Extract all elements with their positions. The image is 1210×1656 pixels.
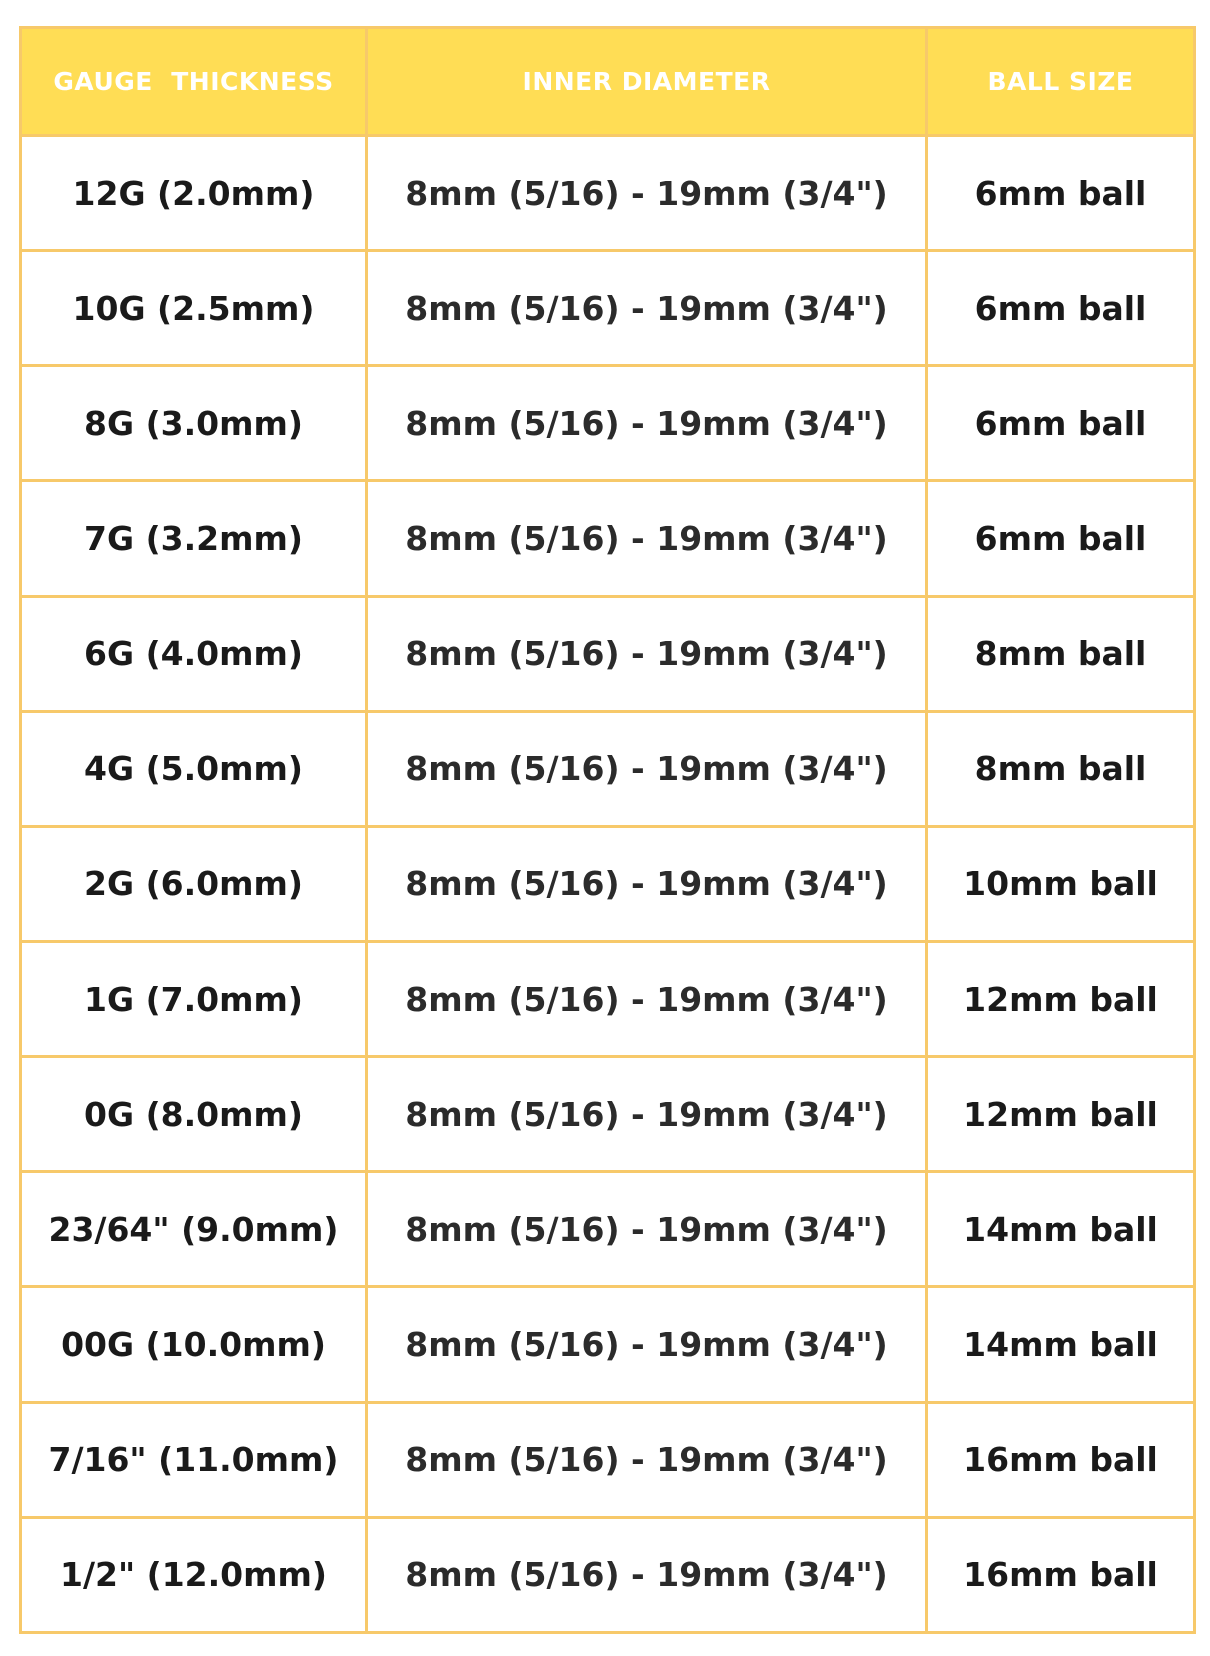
gauge-cell: 7G (3.2mm) xyxy=(21,481,367,596)
ball-size-cell: 16mm ball xyxy=(927,1517,1195,1632)
inner-diameter-cell: 8mm (5/16) - 19mm (3/4") xyxy=(367,251,927,366)
header-ball-size: BALL SIZE xyxy=(927,28,1195,136)
inner-diameter-cell: 8mm (5/16) - 19mm (3/4") xyxy=(367,136,927,251)
size-chart-table xyxy=(19,26,1196,1634)
inner-diameter-cell: 8mm (5/16) - 19mm (3/4") xyxy=(367,481,927,596)
gauge-cell: 8G (3.0mm) xyxy=(21,366,367,481)
ball-size-cell: 8mm ball xyxy=(927,596,1195,711)
inner-diameter-cell: 8mm (5/16) - 19mm (3/4") xyxy=(367,941,927,1056)
gauge-cell: 00G (10.0mm) xyxy=(21,1287,367,1402)
table-row xyxy=(21,1517,1195,1632)
ball-size-cell: 12mm ball xyxy=(927,1057,1195,1172)
inner-diameter-cell: 8mm (5/16) - 19mm (3/4") xyxy=(367,1172,927,1287)
table-row xyxy=(21,251,1195,366)
inner-diameter-cell: 8mm (5/16) - 19mm (3/4") xyxy=(367,1517,927,1632)
table-row xyxy=(21,136,1195,251)
gauge-cell: 10G (2.5mm) xyxy=(21,251,367,366)
inner-diameter-cell: 8mm (5/16) - 19mm (3/4") xyxy=(367,1287,927,1402)
ball-size-cell: 14mm ball xyxy=(927,1287,1195,1402)
ball-size-cell: 8mm ball xyxy=(927,711,1195,826)
inner-diameter-cell: 8mm (5/16) - 19mm (3/4") xyxy=(367,1057,927,1172)
table-row xyxy=(21,1172,1195,1287)
ball-size-cell: 6mm ball xyxy=(927,251,1195,366)
gauge-cell: 1G (7.0mm) xyxy=(21,941,367,1056)
table-row xyxy=(21,941,1195,1056)
table-row xyxy=(21,711,1195,826)
gauge-cell: 7/16" (11.0mm) xyxy=(21,1402,367,1517)
header-row xyxy=(21,28,1195,136)
inner-diameter-cell: 8mm (5/16) - 19mm (3/4") xyxy=(367,1402,927,1517)
inner-diameter-cell: 8mm (5/16) - 19mm (3/4") xyxy=(367,366,927,481)
table-row xyxy=(21,596,1195,711)
gauge-cell: 12G (2.0mm) xyxy=(21,136,367,251)
inner-diameter-cell: 8mm (5/16) - 19mm (3/4") xyxy=(367,711,927,826)
ball-size-cell: 6mm ball xyxy=(927,366,1195,481)
table-row xyxy=(21,1287,1195,1402)
header-inner-diameter: INNER DIAMETER xyxy=(367,28,927,136)
gauge-cell: 4G (5.0mm) xyxy=(21,711,367,826)
gauge-cell: 0G (8.0mm) xyxy=(21,1057,367,1172)
ball-size-cell: 6mm ball xyxy=(927,136,1195,251)
ball-size-cell: 16mm ball xyxy=(927,1402,1195,1517)
gauge-cell: 1/2" (12.0mm) xyxy=(21,1517,367,1632)
table-row xyxy=(21,1057,1195,1172)
ball-size-cell: 10mm ball xyxy=(927,826,1195,941)
ball-size-cell: 14mm ball xyxy=(927,1172,1195,1287)
ball-size-cell: 6mm ball xyxy=(927,481,1195,596)
ball-size-cell: 12mm ball xyxy=(927,941,1195,1056)
inner-diameter-cell: 8mm (5/16) - 19mm (3/4") xyxy=(367,596,927,711)
table-row xyxy=(21,481,1195,596)
table-row xyxy=(21,826,1195,941)
gauge-cell: 23/64" (9.0mm) xyxy=(21,1172,367,1287)
gauge-cell: 2G (6.0mm) xyxy=(21,826,367,941)
table-row xyxy=(21,1402,1195,1517)
header-gauge-thickness: GAUGE THICKNESS xyxy=(21,28,367,136)
table-row xyxy=(21,366,1195,481)
gauge-cell: 6G (4.0mm) xyxy=(21,596,367,711)
inner-diameter-cell: 8mm (5/16) - 19mm (3/4") xyxy=(367,826,927,941)
